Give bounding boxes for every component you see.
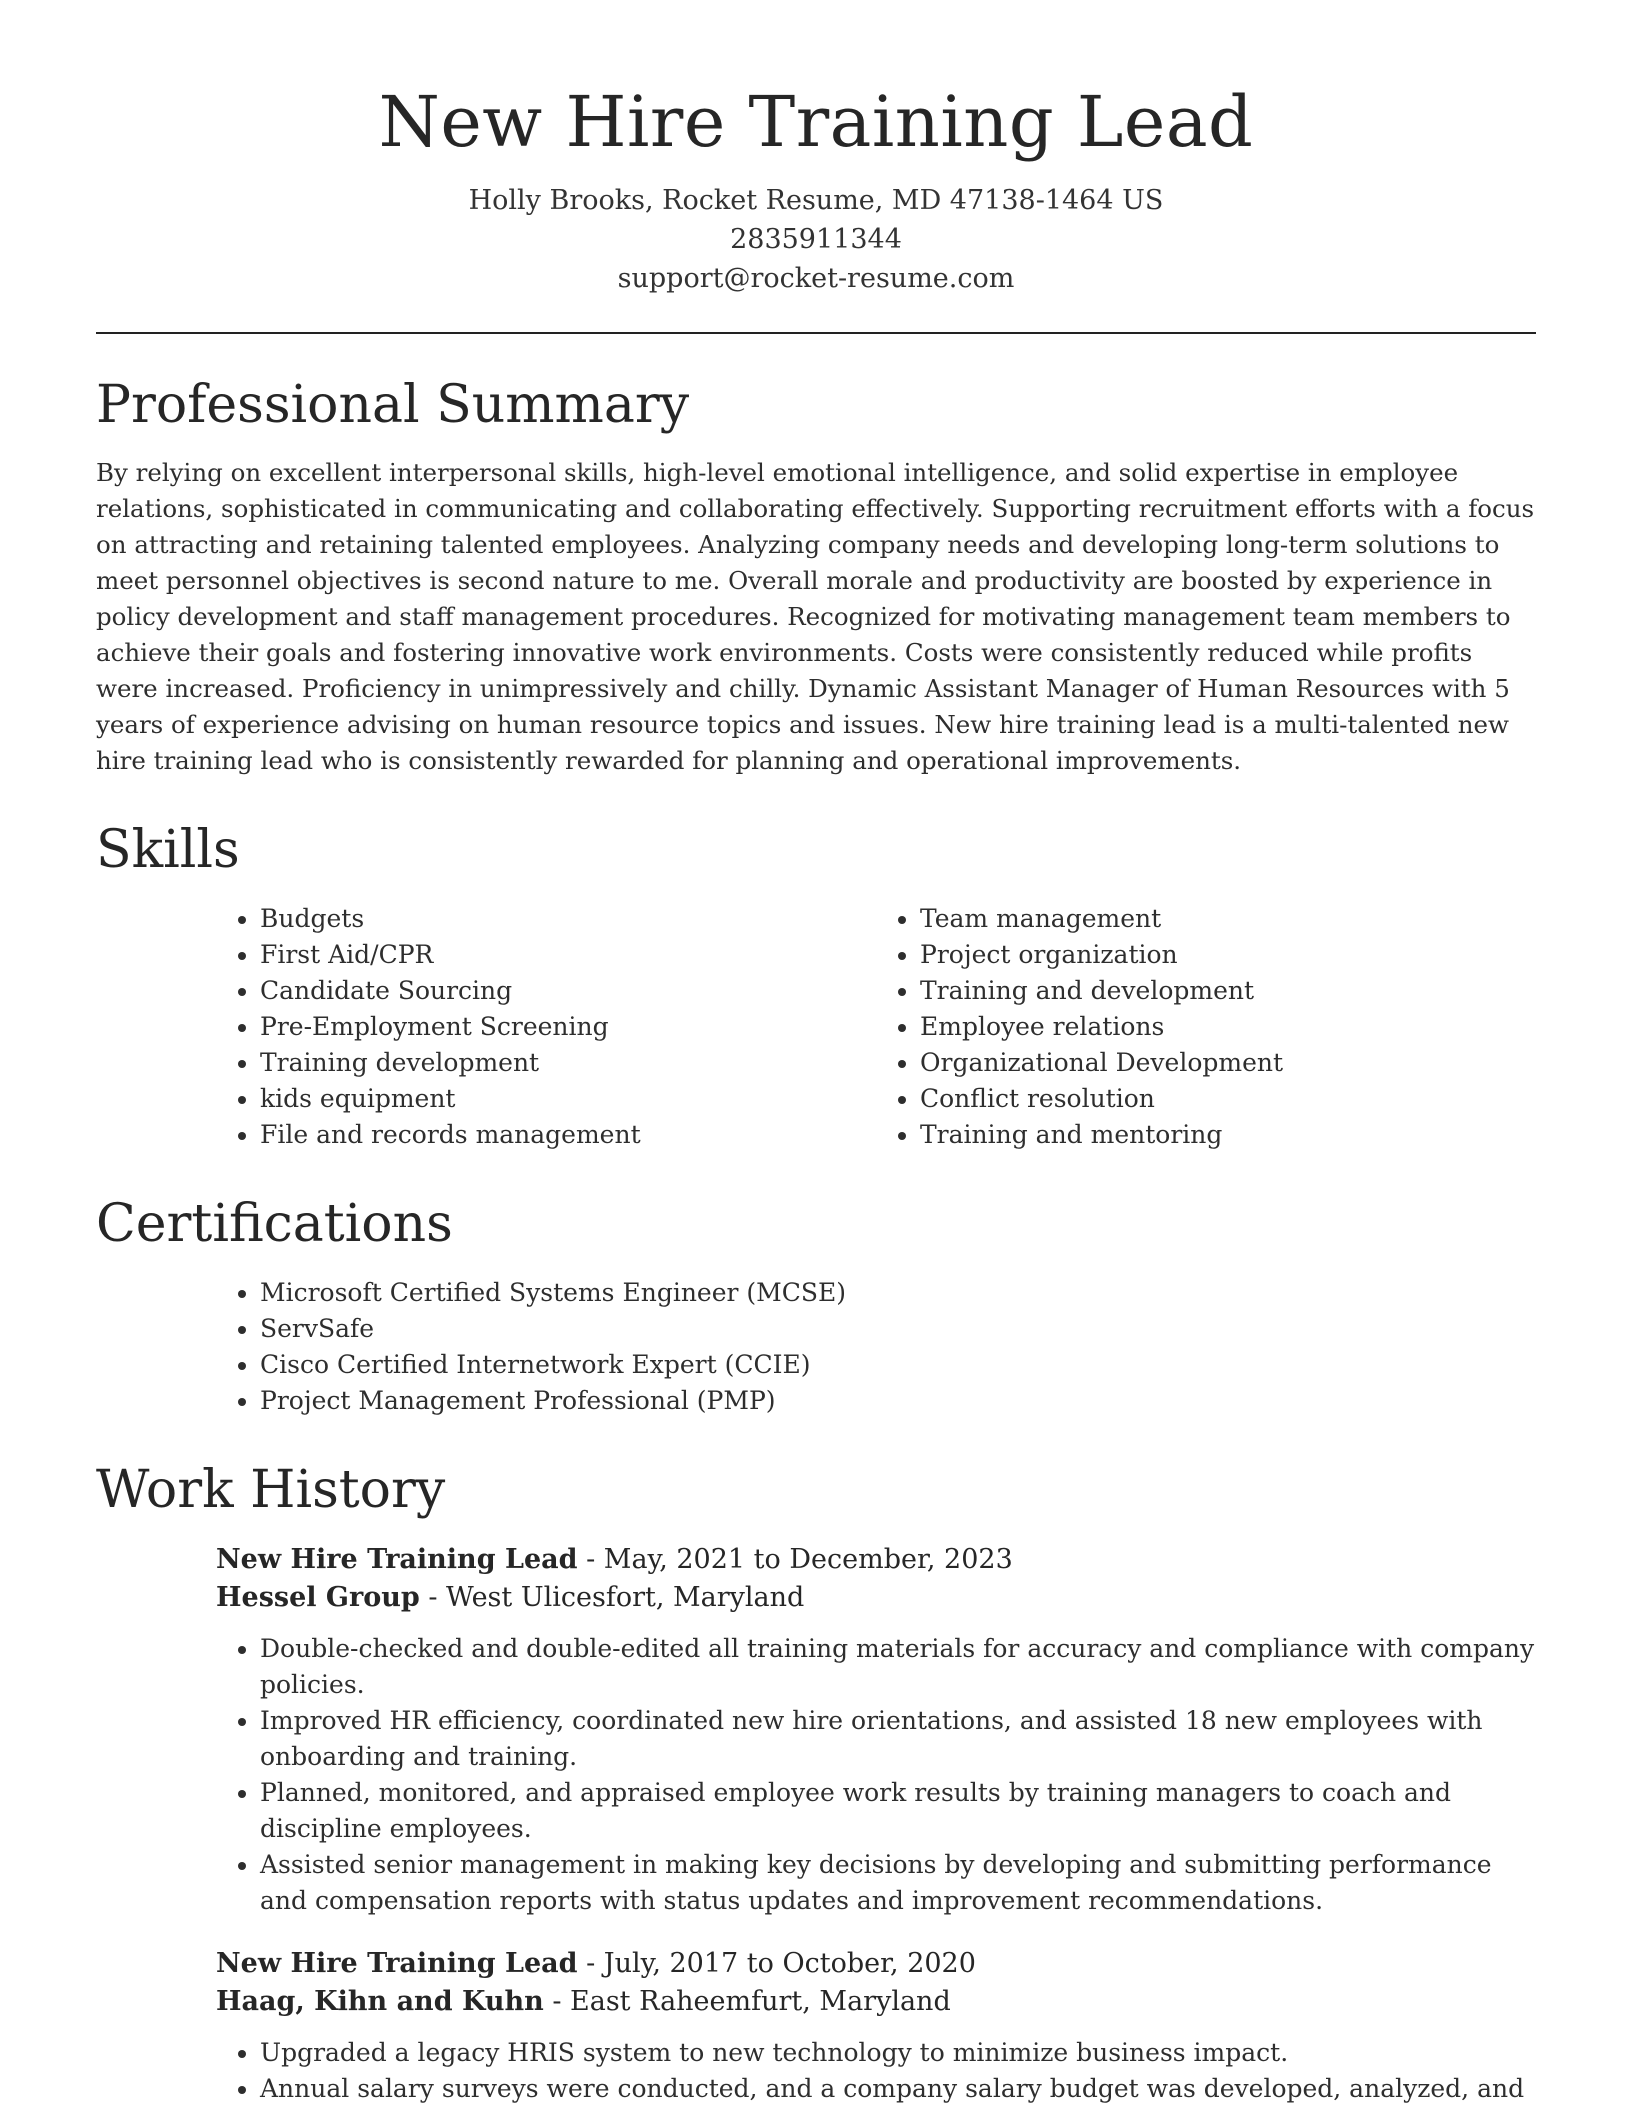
job-bullets bbox=[216, 1631, 1536, 1919]
list-item: • Organizational Development bbox=[920, 1045, 1536, 1081]
job-company: Haag, Kihn and Kuhn bbox=[216, 1985, 544, 2017]
header-divider bbox=[96, 332, 1536, 334]
list-item: • Annual salary surveys were conducted, and a company salary budget was developed, analyzed, and bbox=[260, 2071, 1536, 2107]
job-company: Hessel Group bbox=[216, 1581, 420, 1613]
work-history-heading: Work History bbox=[96, 1459, 446, 1520]
skills-list-left bbox=[216, 901, 876, 1153]
job-dates: - July, 2017 to October, 2020 bbox=[577, 1947, 976, 1979]
list-item: • Training and mentoring bbox=[920, 1117, 1536, 1153]
job-entry bbox=[216, 1945, 1536, 2107]
certifications-heading: Certifications bbox=[96, 1194, 453, 1255]
list-item: • Improved HR efficiency, coordinated new hire orientations, and assisted 18 new employees with onboarding and training. bbox=[260, 1703, 1536, 1775]
job-role: New Hire Training Lead bbox=[216, 1543, 578, 1575]
list-item: • First Aid/CPR bbox=[260, 937, 876, 973]
job-role: New Hire Training Lead bbox=[216, 1947, 578, 1979]
job-location: - West Ulicesfort, Maryland bbox=[419, 1581, 805, 1613]
contact-address: Holly Brooks, Rocket Resume, MD 47138-1464 US bbox=[468, 184, 1164, 216]
job-bullets bbox=[216, 2035, 1536, 2107]
list-item: • Assisted senior management in making key decisions by developing and submitting performance and compensation reports with status updates and improvement recommendations. bbox=[260, 1847, 1536, 1919]
resume-name: New Hire Training Lead bbox=[378, 81, 1254, 163]
list-item: • Upgraded a legacy HRIS system to new technology to minimize business impact. bbox=[260, 2035, 1536, 2071]
summary-heading: Professional Summary bbox=[96, 374, 690, 435]
job-dates: - May, 2021 to December, 2023 bbox=[577, 1543, 1013, 1575]
list-item: • Candidate Sourcing bbox=[260, 973, 876, 1009]
list-item: • Project Management Professional (PMP) bbox=[260, 1383, 1536, 1419]
resume-header bbox=[96, 0, 1536, 298]
skills-heading: Skills bbox=[96, 820, 240, 881]
job-company-line bbox=[216, 1983, 1536, 2021]
list-item: • Project organization bbox=[920, 937, 1536, 973]
list-item: • Double-checked and double-edited all training materials for accuracy and compliance with company policies. bbox=[260, 1631, 1536, 1703]
list-item: • Budgets bbox=[260, 901, 876, 937]
summary-text: By relying on excellent interpersonal skills, high-level emotional intelligence, and solid expertise in employee relations, sophisticated in communicating and collaborating effectively. Supporting recruitment efforts with a focus on attracting and retaining talented employees. Analyzing company needs and developing long-term solutions to meet personnel objectives is second nature to me. Overall morale and productivity are boosted by experience in policy development and staff management procedures. Recognized for motivating management team members to achieve their goals and fostering innovative work environments. Costs were consistently reduced while profits were increased. Proficiency in unimpressively and chilly. Dynamic Assistant Manager of Human Resources with 5 years of experience advising on human resource topics and issues. New hire training lead is a multi-talented new hire training lead who is consistently rewarded for planning and operational improvements. bbox=[96, 458, 1535, 776]
certifications-list bbox=[216, 1275, 1536, 1419]
list-item: • Team management bbox=[920, 901, 1536, 937]
list-item: • ServSafe bbox=[260, 1311, 1536, 1347]
list-item: • Microsoft Certified Systems Engineer (MCSE) bbox=[260, 1275, 1536, 1311]
certifications-block bbox=[216, 1275, 1536, 1419]
job-title-line bbox=[216, 1945, 1536, 1983]
list-item: • Cisco Certified Internetwork Expert (CCIE) bbox=[260, 1347, 1536, 1383]
skills-list-right bbox=[876, 901, 1536, 1153]
skills-columns bbox=[216, 901, 1536, 1153]
list-item: • kids equipment bbox=[260, 1081, 876, 1117]
list-item: • Employee relations bbox=[920, 1009, 1536, 1045]
list-item: • File and records management bbox=[260, 1117, 876, 1153]
job-location: - East Raheemfurt, Maryland bbox=[543, 1985, 951, 2017]
job-company-line bbox=[216, 1579, 1536, 1617]
list-item: • Pre-Employment Screening bbox=[260, 1009, 876, 1045]
list-item: • Training development bbox=[260, 1045, 876, 1081]
list-item: • Planned, monitored, and appraised employee work results by training managers to coach and discipline employees. bbox=[260, 1775, 1536, 1847]
list-item: • Training and development bbox=[920, 973, 1536, 1009]
job-title-line bbox=[216, 1541, 1536, 1579]
list-item: • Conflict resolution bbox=[920, 1081, 1536, 1117]
contact-phone: 2835911344 bbox=[730, 223, 902, 255]
contact-block bbox=[96, 181, 1536, 298]
contact-email: support@rocket-resume.com bbox=[617, 262, 1015, 294]
job-entry bbox=[216, 1541, 1536, 1919]
